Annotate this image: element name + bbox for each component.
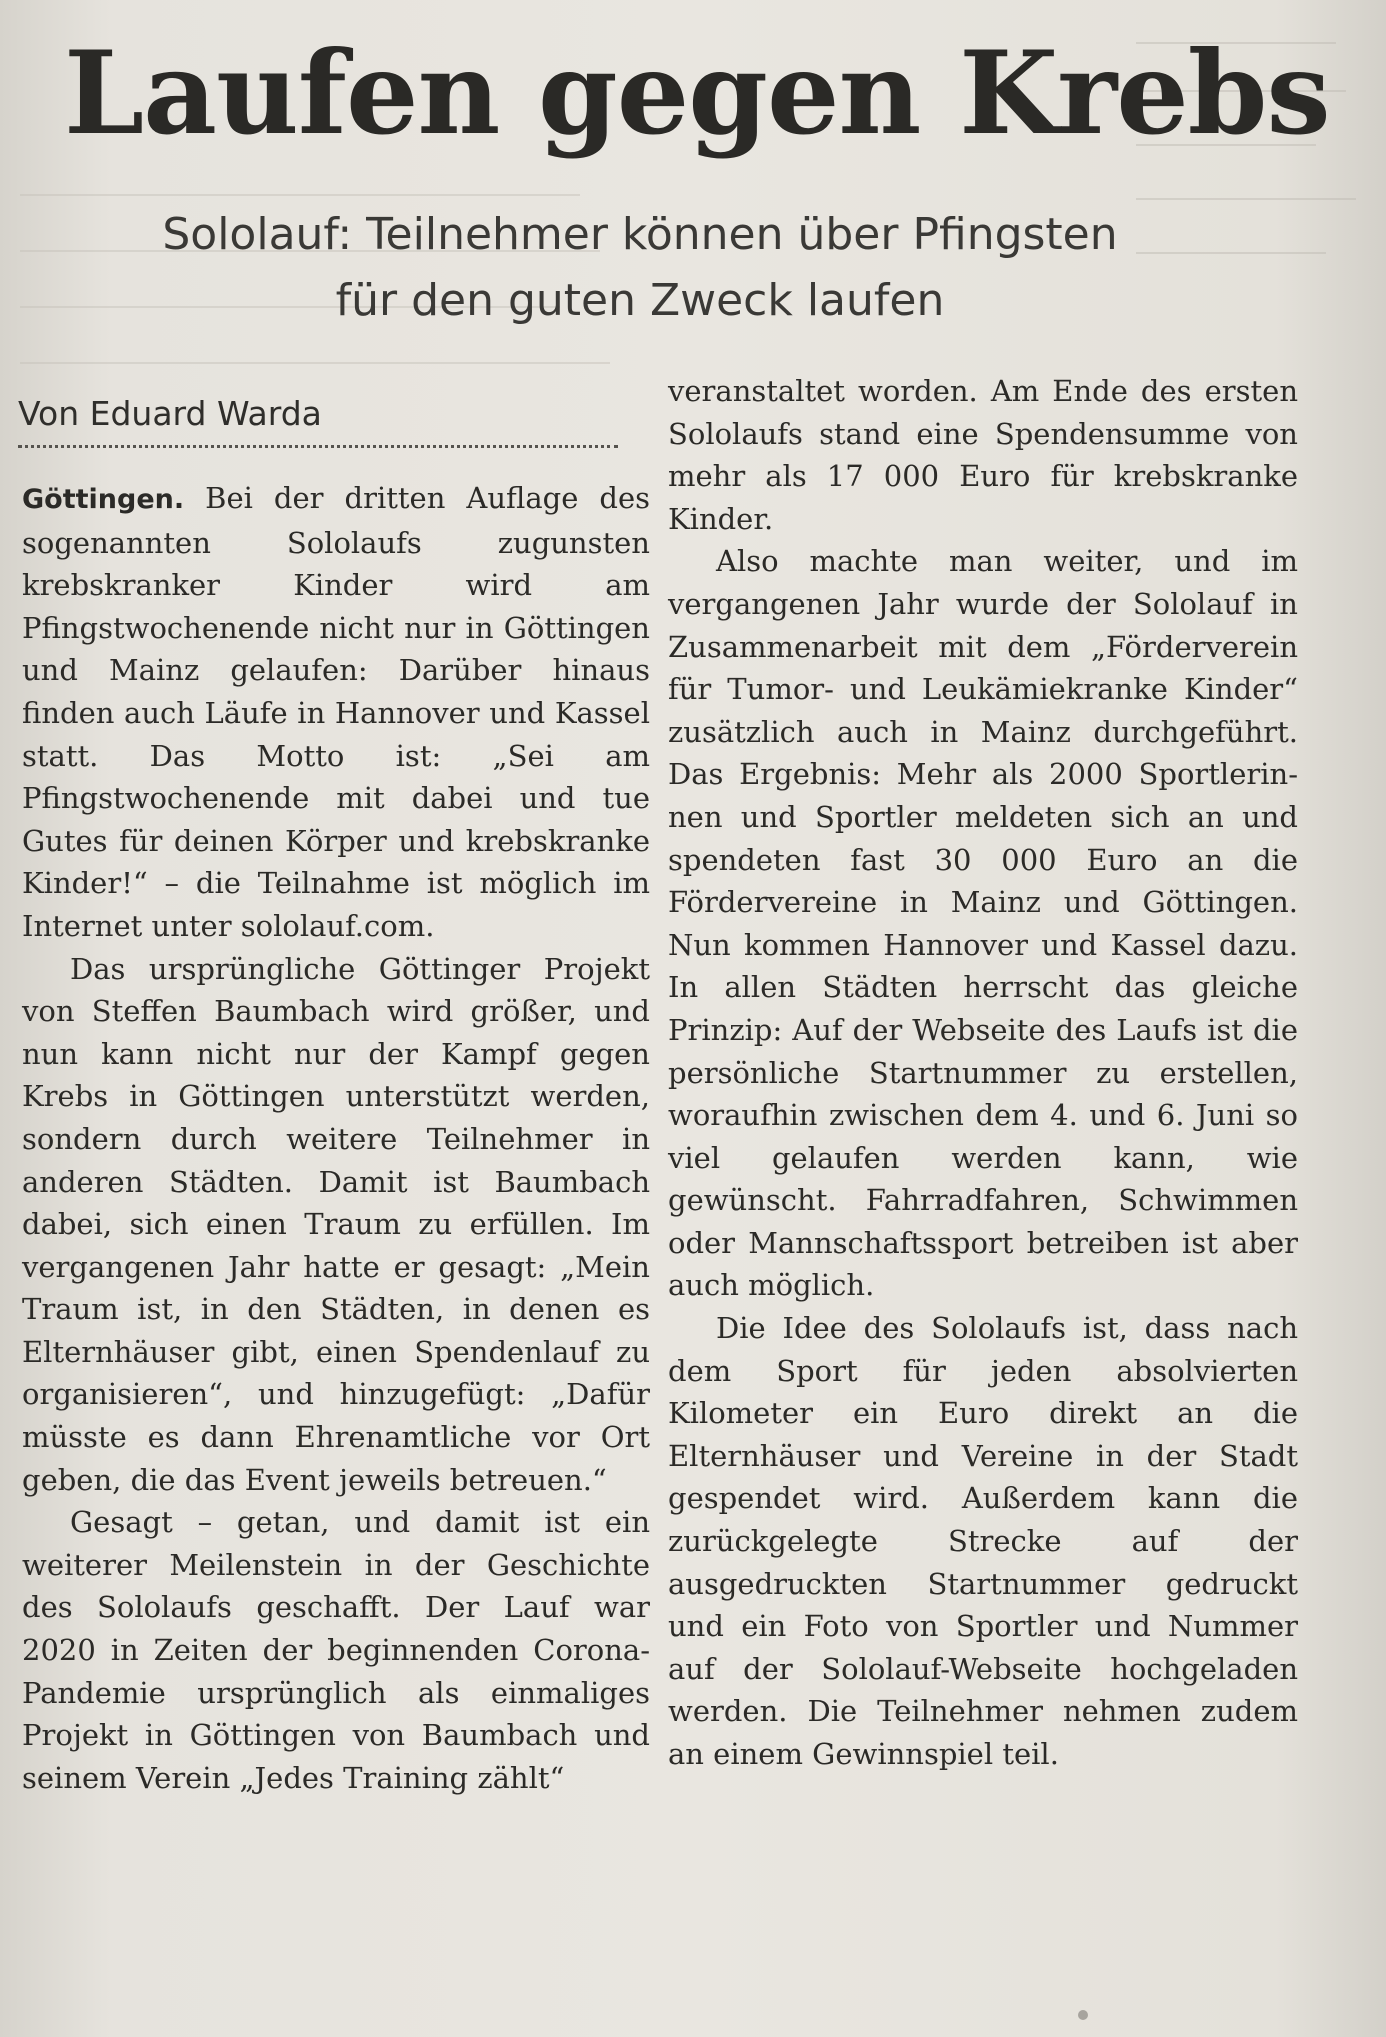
dateline: Göttingen. [22,484,185,515]
headline: Laufen gegen Krebs [64,26,1330,160]
article-column-2 [668,370,1298,1776]
paragraph-text: Bei der dritten Auflage des sogenannten Sololaufs zugunsten krebskranker Kinder wird am Pfingstwochenende nicht nur in Göttingen und Mainz gelaufen: Darüber hinaus finden auch Läufe in Hannover und Kassel statt. Das Motto ist: „Sei am Pfingstwochenende mit dabei und tue Gutes für deinen Körper und krebskranke Kinder!“ – die Teilnahme ist möglich im Internet unter sololauf.com. [22,481,651,943]
byline-divider [18,445,618,448]
byline: Von Eduard Warda [18,394,322,433]
paragraph [22,477,650,948]
subheadline-line-2: für den guten Zweck laufen [335,275,945,326]
paragraph: Die Idee des Sololaufs ist, dass nach dem Sport für jeden absolvierten Kilometer ein Euro direkt an die Elternhäuser und Vereine in der Stadt gespendet wird. Außerdem kann die zurückgelegte Strecke auf der ausgedruckten Startnummer gedruckt und ein Foto von Sportler und Nummer auf der Sololauf-Webseite hochgeladen werden. Die Teilnehmer nehmen zudem an einem Gewinnspiel teil. [668,1311,1298,1771]
paragraph: veranstaltet worden. Am Ende des ersten Sololaufs stand eine Spendensumme von mehr als 17 000 Euro für krebskranke Kinder. [668,374,1298,536]
paragraph: Gesagt – getan, und damit ist ein weiterer Meilenstein in der Geschichte des Sololaufs geschafft. Der Lauf war 2020 in Zeiten der beginnenden Corona-Pandemie ursprünglich als einmaliges Projekt in Göttingen von Baumbach und seinem Verein „Jedes Training zählt“ [22,1505,650,1795]
paper-speck [1078,2010,1088,2020]
subheadline [60,202,1220,334]
article-column-1 [22,477,650,1799]
subheadline-line-1: Sololauf: Teilnehmer können über Pfingsten [162,209,1118,260]
paragraph: Das ursprüngliche Göttinger Projekt von Steffen Baumbach wird größer, und nun kann nicht nur der Kampf gegen Krebs in Göttingen unterstützt werden, sondern durch weitere Teilnehmer in anderen Städten. Damit ist Baumbach dabei, sich einen Traum zu erfüllen. Im vergangenen Jahr hatte er gesagt: „Mein Traum ist, in den Städten, in denen es Elternhäuser gibt, einen Spendenlauf zu organisieren“, und hinzugefügt: „Dafür müsste es dann Ehrenamtliche vor Ort geben, die das Event jeweils betreuen.“ [22,951,650,1497]
paragraph: Also machte man weiter, und im vergangenen Jahr wurde der Sololauf in Zusammenarbeit mit dem „Förderverein für Tumor- und Leukämiekranke Kinder“ zusätzlich auch in Mainz durchgeführt. Das Ergebnis: Mehr als 2000 Sportlerinnen und Sportler meldeten sich an und spendeten fast 30 000 Euro an die Fördervereine in Mainz und Göttingen. Nun kommen Hannover und Kassel dazu. In allen Städten herrscht das gleiche Prinzip: Auf der Webseite des Laufs ist die persönliche Startnummer zu erstellen, woraufhin zwischen dem 4. und 6. Juni so viel gelaufen werden kann, wie gewünscht. Fahrradfahren, Schwimmen oder Mannschaftssport betreiben ist aber auch möglich. [668,544,1298,1303]
